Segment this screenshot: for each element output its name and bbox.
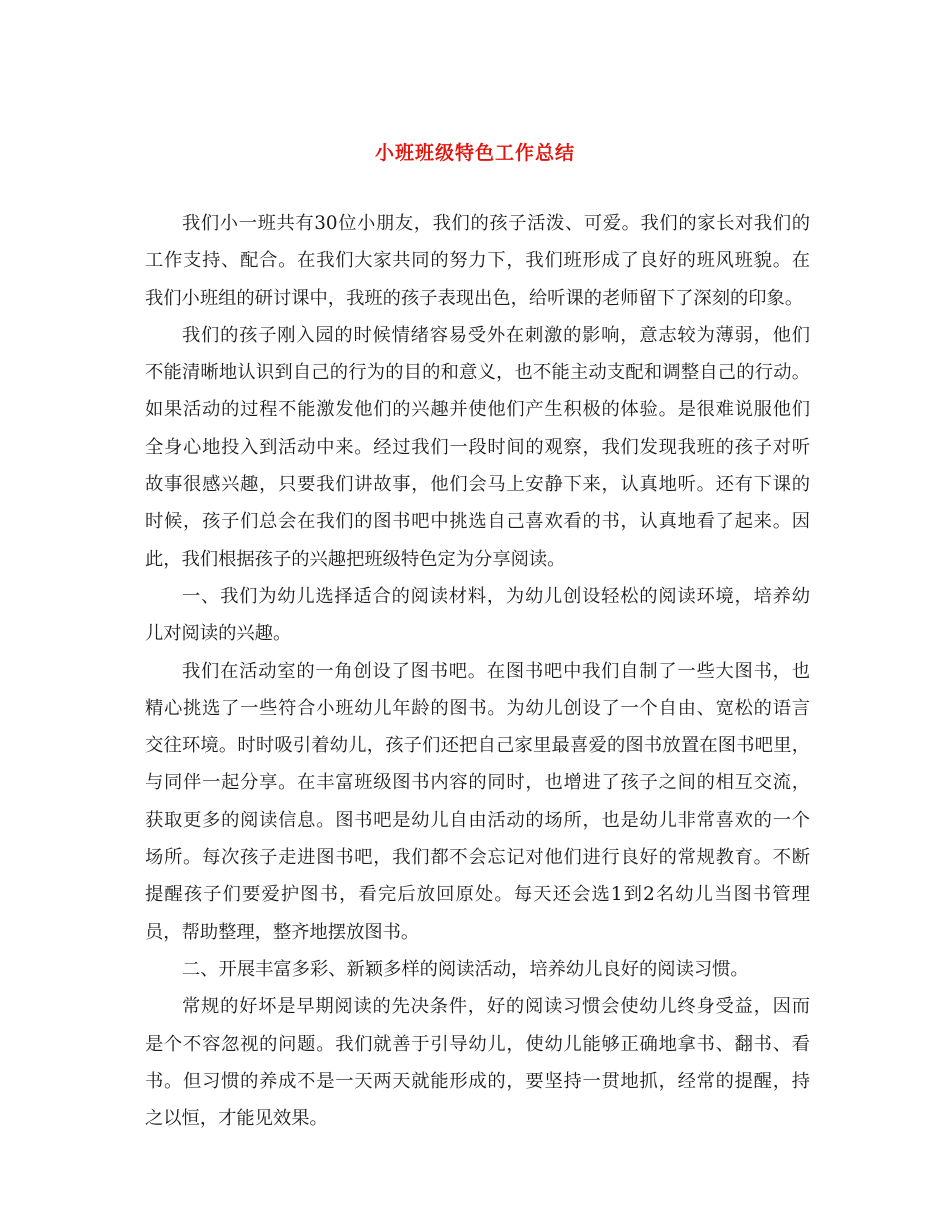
text-line: 之以恒，才能见效果。 (145, 1108, 328, 1130)
text-line: 提醒孩子们要爱护图书，看完后放回原处。每天还会选1到2名幼儿当图书管理 (145, 884, 810, 906)
text-line: 二、开展丰富多彩、新颖多样的阅读活动，培养幼儿良好的阅读习惯。 (182, 958, 749, 980)
text-line: 我们的孩子刚入园的时候情绪容易受外在刺激的影响，意志较为薄弱，他们 (182, 324, 810, 346)
text-line: 是个不容忽视的问题。我们就善于引导幼儿，使幼儿能够正确地拿书、翻书、看 (145, 1033, 810, 1055)
text-line: 此，我们根据孩子的兴趣把班级特色定为分享阅读。 (145, 548, 566, 570)
text-line: 如果活动的过程不能激发他们的兴趣并使他们产生积极的体验。是很难说服他们 (145, 399, 810, 421)
text-line: 全身心地投入到活动中来。经过我们一段时间的观察，我们发现我班的孩子对听 (145, 436, 810, 458)
text-line: 我们在活动室的一角创设了图书吧。在图书吧中我们自制了一些大图书，也 (182, 660, 810, 682)
text-line: 精心挑选了一些符合小班幼儿年龄的图书。为幼儿创设了一个自由、宽松的语言 (145, 697, 810, 719)
text-line: 一、我们为幼儿选择适合的阅读材料，为幼儿创设轻松的阅读环境，培养幼 (182, 585, 810, 607)
text-line: 交往环境。时时吸引着幼儿，孩子们还把自己家里最喜爱的图书放置在图书吧里， (145, 735, 810, 757)
text-line: 不能清晰地认识到自己的行为的目的和意义，也不能主动支配和调整自己的行动。 (145, 362, 810, 384)
text-line: 书。但习惯的养成不是一天两天就能形成的，要坚持一贯地抓，经常的提醒，持 (145, 1070, 810, 1092)
text-line: 我们小一班共有30位小朋友，我们的孩子活泼、可爱。我们的家长对我们的 (182, 213, 810, 234)
text-line: 儿对阅读的兴趣。 (145, 623, 292, 645)
text-line: 我们小班组的研讨课中，我班的孩子表现出色，给听课的老师留下了深刻的印象。 (145, 287, 804, 309)
document-title: 小班班级特色工作总结 (374, 142, 575, 164)
text-line: 场所。每次孩子走进图书吧，我们都不会忘记对他们进行良好的常规教育。不断 (145, 847, 810, 869)
text-line: 常规的好坏是早期阅读的先决条件，好的阅读习惯会使幼儿终身受益，因而 (182, 996, 810, 1018)
text-line: 故事很感兴趣，只要我们讲故事，他们会马上安静下来，认真地听。还有下课的 (145, 474, 810, 496)
text-line: 时候，孩子们总会在我们的图书吧中挑选自己喜欢看的书，认真地看了起来。因 (145, 511, 810, 533)
text-line: 员，帮助整理，整齐地摆放图书。 (145, 921, 420, 943)
text-line: 获取更多的阅读信息。图书吧是幼儿自由活动的场所，也是幼儿非常喜欢的一个 (145, 809, 810, 831)
text-line: 工作支持、配合。在我们大家共同的努力下，我们班形成了良好的班风班貌。在 (145, 250, 810, 272)
document-body (145, 205, 810, 1137)
text-line: 与同伴一起分享。在丰富班级图书内容的同时，也增进了孩子之间的相互交流， (145, 772, 810, 794)
